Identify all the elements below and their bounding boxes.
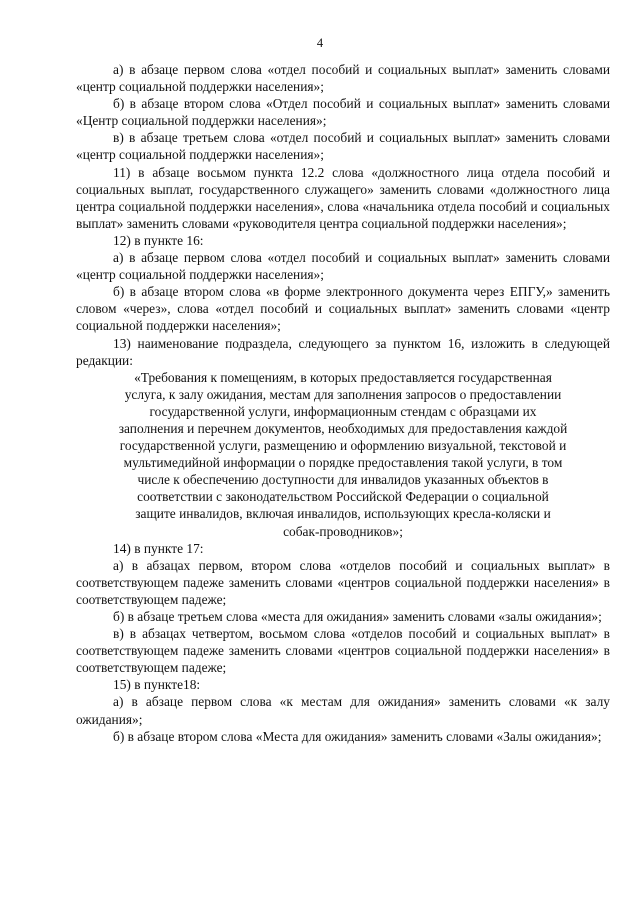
paragraph: 15) в пункте18: [113,677,201,693]
paragraph: а) в абзаце первом слова «отдел пособий и социальных выплат» заменить словами «центр социальной поддержки населения»; [76,62,610,95]
paragraph: а) в абзаце первом слова «к местам для ожидания» заменить словами «к залу ожидания»; [76,694,610,727]
paragraph: в) в абзаце третьем слова «отдел пособий и социальных выплат» заменить словами «центр социальной поддержки населения»; [76,130,610,163]
paragraph: б) в абзаце втором слова «Места для ожидания» заменить словами «Залы ожидания»; [113,728,602,744]
paragraph: 14) в пункте 17: [113,540,204,556]
paragraph: а) в абзаце первом слова «отдел пособий и социальных выплат» заменить словами «центр социальной поддержки населения»; [76,250,610,283]
paragraph: 13) наименование подраздела, следующего за пунктом 16, изложить в следующей редакции: [76,335,610,368]
paragraph: в) в абзацах четвертом, восьмом слова «отделов пособий и социальных выплат» в соответствующем падеже заменить словами «центров социальной поддержки населения» в соответствующем падеже; [76,626,610,676]
document-body [76,61,610,745]
page-number: 4 [316,36,324,50]
paragraph: 12) в пункте 16: [113,232,204,248]
paragraph: б) в абзаце втором слова «в форме электронного документа через ЕПГУ,» заменить словом «через», слова «отдел пособий и социальных выплат» заменить словами «центр социальной поддержки населения»; [76,284,610,334]
subsection-heading-quote: «Требования к помещениям, в которых предоставляется государственная услуга, к залу ожидания, местам для заполнения запросов о предоставлении государственной услуги, информационным стендам с образцами их заполнения и перечнем документов, необходимых для предоставления каждой государственной услуги, размещению и оформлению визуальной, текстовой и мультимедийной информации о порядке предоставления такой услуги, в том числе к обеспечению доступности для инвалидов указанных объектов в соответствии с законодательством Российской Федерации о социальной защите инвалидов, включая инвалидов, использующих кресла-коляски и собак-проводников»; [118,369,568,539]
paragraph: а) в абзацах первом, втором слова «отделов пособий и социальных выплат» в соответствующем падеже заменить словами «центров социальной поддержки населения» в соответствующем падеже; [76,557,610,607]
paragraph: б) в абзаце третьем слова «места для ожидания» заменить словами «залы ожидания»; [113,609,602,624]
paragraph: 11) в абзаце восьмом пункта 12.2 слова «должностного лица отдела пособий и социальных выплат, государственного служащего» заменить словами «должностного лица центра социальной поддержки населения», слова «начальника отдела пособий и социальных выплат» заменить словами «руководителя центра социальной поддержки населения»; [76,164,610,231]
paragraph: б) в абзаце втором слова «Отдел пособий и социальных выплат» заменить словами «Центр социальной поддержки населения»; [76,96,610,129]
